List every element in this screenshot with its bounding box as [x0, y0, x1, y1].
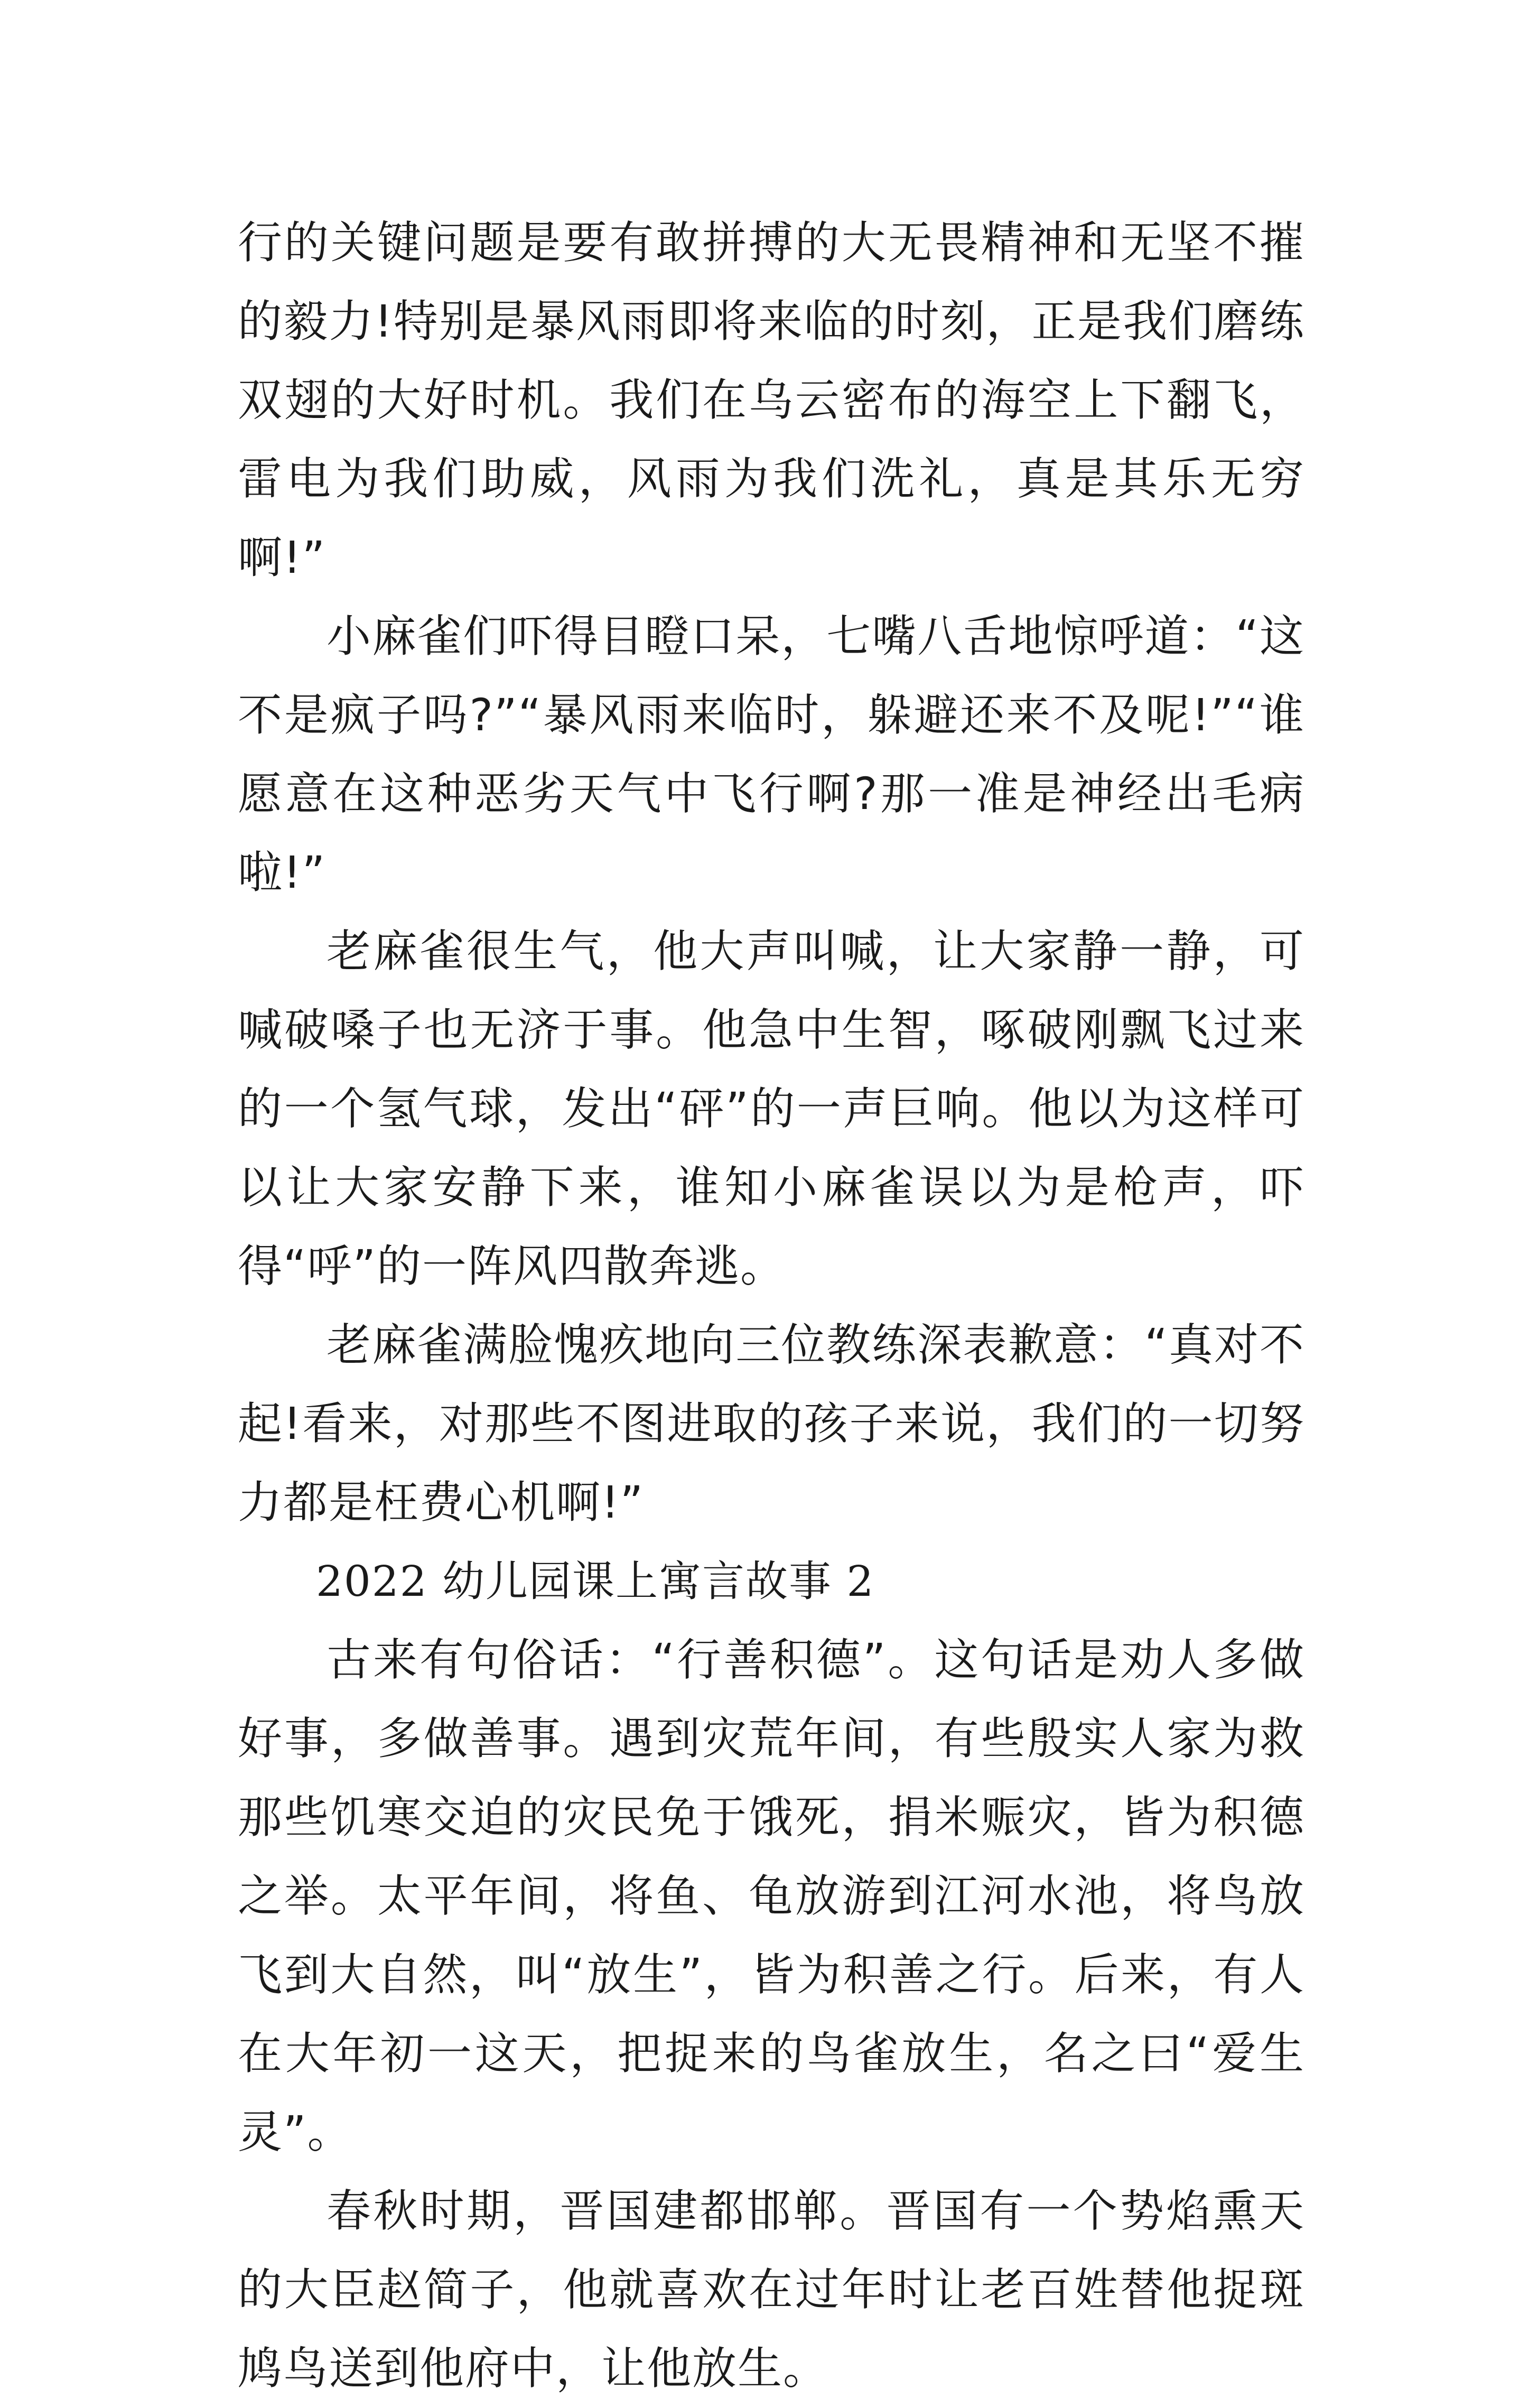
section-heading: 2022 幼儿园课上寓言故事 2: [316, 1557, 875, 1606]
document-body: [238, 203, 1305, 2408]
paragraph-proverb: 古来有句俗话：“行善积德”。这句话是劝人多做好事，多做善事。遇到灾荒年间，有些殷实人家为救那些饥寒交迫的灾民免于饿死，捐米赈灾，皆为积德之举。太平年间，将鱼、龟放游到江河水池，将鸟放飞到大自然，叫“放生”，皆为积善之行。后来，有人在大年初一这天，把捉来的鸟雀放生，名之曰“爱生灵”。: [238, 1634, 1305, 2158]
paragraph-old-sparrow-apology: 老麻雀满脸愧疚地向三位教练深表歉意：“真对不起!看来，对那些不图进取的孩子来说，我们的一切努力都是枉费心机啊!”: [238, 1319, 1305, 1528]
paragraph-continuation: 行的关键问题是要有敢拼搏的大无畏精神和无坚不摧的毅力!特别是暴风雨即将来临的时刻，正是我们磨练双翅的大好时机。我们在乌云密布的海空上下翻飞，雷电为我们助威，风雨为我们洗礼，真是其乐无穷啊!”: [238, 217, 1305, 583]
paragraph-old-sparrow-angry: 老麻雀很生气，他大声叫喊，让大家静一静，可喊破嗓子也无济于事。他急中生智，啄破刚飘飞过来的一个氢气球，发出“砰”的一声巨响。他以为这样可以让大家安静下来，谁知小麻雀误以为是枪声，吓得“呼”的一阵风四散奔逃。: [238, 925, 1305, 1292]
paragraph-sparrows-shocked: 小麻雀们吓得目瞪口呆，七嘴八舌地惊呼道：“这不是疯子吗?”“暴风雨来临时，躲避还来不及呢!”“谁愿意在这种恶劣天气中飞行啊?那一准是神经出毛病啦!”: [238, 610, 1305, 898]
paragraph-spring-autumn: 春秋时期，晋国建都邯郸。晋国有一个势焰熏天的大臣赵简子，他就喜欢在过年时让老百姓替他捉斑鸠鸟送到他府中，让他放生。: [238, 2185, 1305, 2394]
